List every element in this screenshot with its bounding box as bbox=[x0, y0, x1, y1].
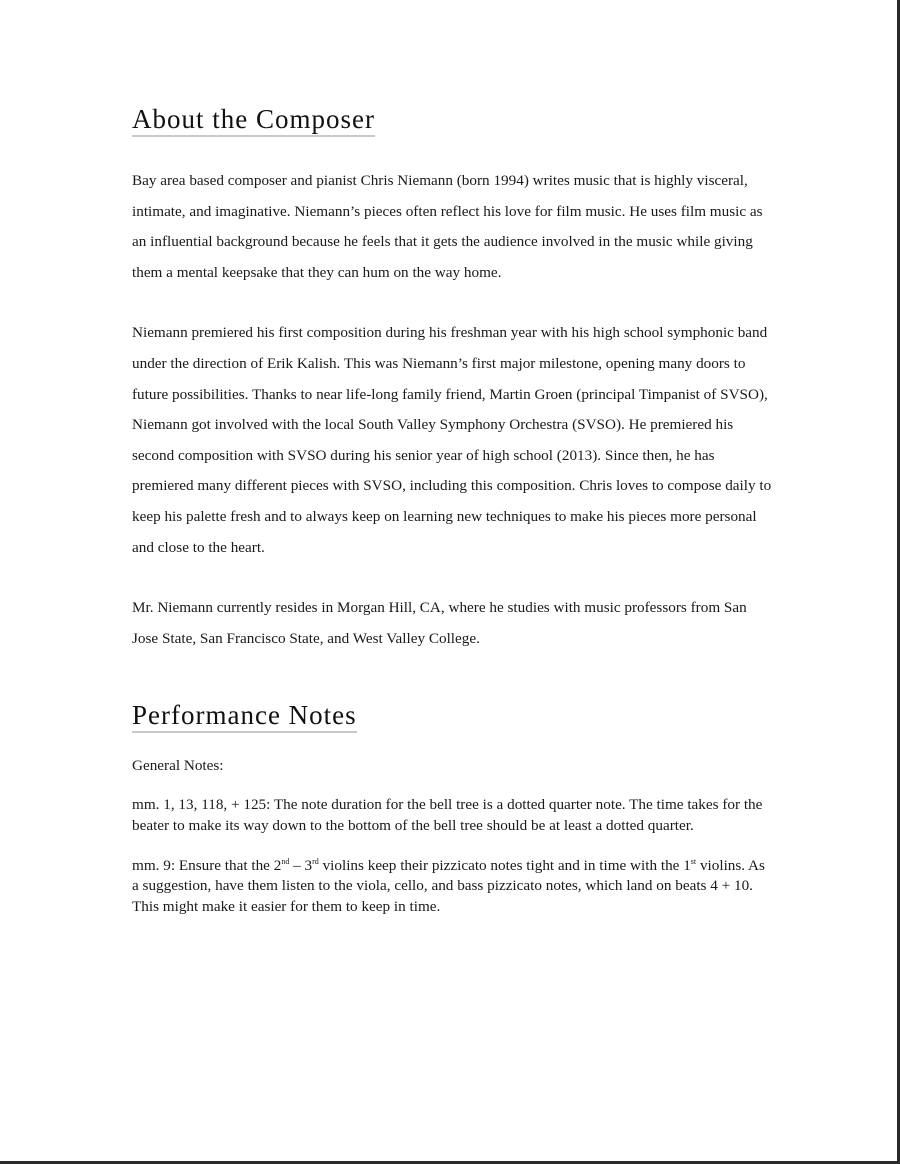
note-2-text-b: – 3 bbox=[289, 856, 313, 874]
bio-paragraph-2: Niemann premiered his first composition during his freshman year with his high school symphonic band under the direction of Erik Kalish. This was Niemann’s first major milestone, opening many doors to future possibilities. Thanks to near life-long family friend, Martin Groen (principal Timpanist of SVSO), Niemann got involved with the local South Valley Symphony Orchestra (SVSO). He premiered his second composition with SVSO during his senior year of high school (2013). Since then, he has premiered many different pieces with SVSO, including this composition. Chris loves to compose daily to keep his palette fresh and to always keep on learning new techniques to make his pieces more personal and close to the heart. bbox=[132, 324, 772, 556]
about-composer-heading: About the Composer bbox=[132, 104, 375, 137]
performance-notes-heading: Performance Notes bbox=[132, 700, 357, 733]
general-notes-label: General Notes: bbox=[132, 757, 224, 775]
note-2-ordinal-st: st bbox=[690, 856, 697, 866]
performance-note-1: mm. 1, 13, 118, + 125: The note duration for the bell tree is a dotted quarter note. The time takes for the beater to make its way down to the bottom of the bell tree should be at least a dotted quarter. bbox=[132, 796, 763, 834]
bio-paragraph-3: Mr. Niemann currently resides in Morgan Hill, CA, where he studies with music professors from San Jose State, San Francisco State, and West Valley College. bbox=[132, 599, 747, 647]
note-2-text-d: violins. As a suggestion, have them listen to the viola, cello, and bass pizzicato notes, which land on beats 4 + 10. This might make it easier for them to keep in time. bbox=[132, 856, 765, 915]
page-content bbox=[132, 100, 772, 917]
performance-note-2 bbox=[132, 856, 772, 918]
note-2-text-a: mm. 9: Ensure that the 2 bbox=[132, 856, 282, 874]
note-2-ordinal-nd: nd bbox=[281, 856, 290, 866]
note-2-ordinal-rd: rd bbox=[312, 856, 319, 866]
note-2-text-c: violins keep their pizzicato notes tight and in time with the 1 bbox=[318, 856, 691, 874]
bio-paragraph-1: Bay area based composer and pianist Chris Niemann (born 1994) writes music that is highly visceral, intimate, and imaginative. Niemann’s pieces often reflect his love for film music. He uses film music as an influential background because he feels that it gets the audience involved in the music while giving them a mental keepsake that they can hum on the way home. bbox=[132, 172, 763, 281]
